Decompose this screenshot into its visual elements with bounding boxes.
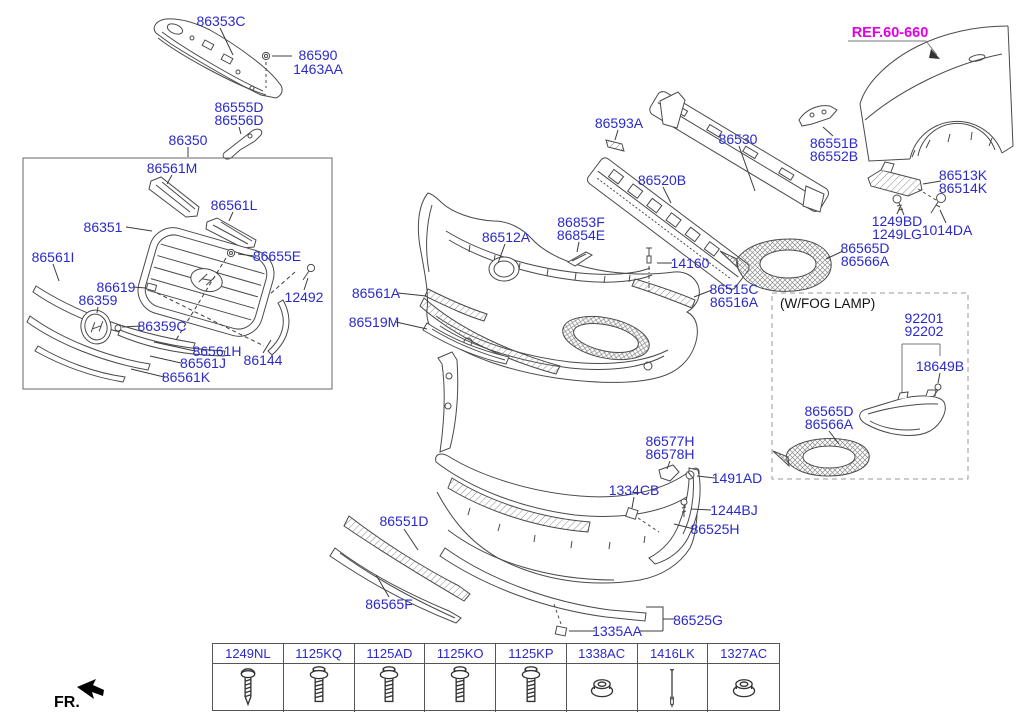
bracket-86513k-drawing [868,162,946,215]
bracket-86551b-drawing [799,106,837,126]
fr-direction-label: FR. [54,694,80,711]
flange-bolt-icon [440,665,480,711]
part-label-86520B: 86520B [637,172,687,188]
part-label-86854E: 86854E [556,227,606,243]
part-label-86555D: 86555D [214,99,264,115]
part-label-86519M: 86519M [348,314,400,330]
part-label-86590: 86590 [298,47,338,63]
part-label-86853F: 86853F [557,214,605,230]
part-label-86577H: 86577H [645,433,695,449]
part-label-86565D: 86565D [840,240,890,256]
part-label-86565D-fog: 86565D [804,403,854,419]
part-label-14160: 14160 [670,255,710,271]
part-label-86561J: 86561J [180,355,226,371]
fastener-code-1125KQ: 1125KQ [284,644,355,664]
clip-86593a-drawing [606,140,624,151]
ref-label-fender: REF.60-660 [851,25,929,41]
part-label-86551D: 86551D [379,513,429,529]
clip-86853f-drawing [568,252,592,266]
part-label-86351: 86351 [83,219,123,235]
part-label-86530: 86530 [718,131,758,147]
part-label-86353C: 86353C [196,13,246,29]
fastener-code-1125AD: 1125AD [355,644,426,664]
part-label-92202: 92202 [904,323,944,339]
fastener-cell-1416LK [638,664,709,712]
part-label-1249LG: 1249LG [872,226,922,242]
part-label-86551B: 86551B [809,135,859,151]
flange-bolt-icon [369,665,409,711]
fastener-cell-1125KQ [284,664,355,712]
part-label-86350: 86350 [168,132,208,148]
part-label-86566A: 86566A [840,253,890,269]
part-label-1491AD: 1491AD [711,470,763,486]
flange-bolt-icon [511,665,551,711]
fastener-cell-1249NL [213,664,284,712]
tapping-screw-icon [228,665,268,711]
part-label-86655E: 86655E [252,248,302,264]
part-label-18649B: 18649B [915,358,965,374]
part-label-86359C: 86359C [137,318,187,334]
part-label-86561K: 86561K [161,369,211,385]
fastener-table [212,643,780,711]
part-label-1463AA: 1463AA [293,61,343,77]
part-label-86561I: 86561I [31,249,75,265]
fastener-cell-1125AD [355,664,426,712]
part-label-1244BJ: 1244BJ [710,502,758,518]
part-label-86515C: 86515C [709,281,759,297]
part-label-86359: 86359 [78,292,118,308]
part-label-86556D: 86556D [214,112,264,128]
fastener-cell-1125KO [425,664,496,712]
fender-drawing [848,26,1013,161]
part-label-1249BD: 1249BD [871,213,923,229]
part-label-86561M: 86561M [146,160,198,176]
fastener-code-1327AC: 1327AC [708,644,779,664]
flange-bolt-icon [299,665,339,711]
part-label-86578H: 86578H [645,446,695,462]
part-label-86593A: 86593A [594,115,644,131]
fastener-code-1249NL: 1249NL [213,644,284,664]
part-label-12492: 12492 [284,289,324,305]
part-label-86513K: 86513K [938,167,988,183]
part-label-1335AA: 1335AA [592,623,642,639]
upper-beam-86530-drawing [648,89,831,213]
part-label-86565F: 86565F [365,596,413,612]
lower-strip-drawings [330,513,646,639]
lower-bumper-cover-drawing [436,352,699,583]
part-label-1334CB: 1334CB [608,482,660,498]
fastener-cell-1327AC [708,664,779,712]
part-label-86561H: 86561H [192,343,242,359]
fastener-code-1338AC: 1338AC [567,644,638,664]
part-label-86525G: 86525G [673,612,723,628]
part-label-86525H: 86525H [690,521,740,537]
part-label-86566A-fog: 86566A [804,416,854,432]
fastener-cell-1338AC [567,664,638,712]
fr-direction-arrow [77,679,104,699]
fastener-code-1125KP: 1125KP [496,644,567,664]
part-label-86514K: 86514K [938,180,988,196]
flange-nut-icon [582,665,622,711]
part-label-86552B: 86552B [809,148,859,164]
part-label-86619: 86619 [96,279,136,295]
fastener-code-1125KO: 1125KO [425,644,496,664]
part-label-86561A: 86561A [351,285,401,301]
part-label-86144: 86144 [243,352,283,368]
part-label-86561L: 86561L [210,197,258,213]
part-label-86516A: 86516A [709,294,759,310]
stud-pin-icon [652,665,692,711]
fastener-code-1416LK: 1416LK [638,644,709,664]
flange-nut-icon [724,665,764,711]
fog-box-title: (W/FOG LAMP) [780,296,876,311]
bracket-86555d-drawing [223,129,262,159]
part-label-92201: 92201 [904,310,944,326]
part-label-86512A: 86512A [481,229,531,245]
fastener-cell-1125KP [496,664,567,712]
part-label-1014DA: 1014DA [921,222,973,238]
